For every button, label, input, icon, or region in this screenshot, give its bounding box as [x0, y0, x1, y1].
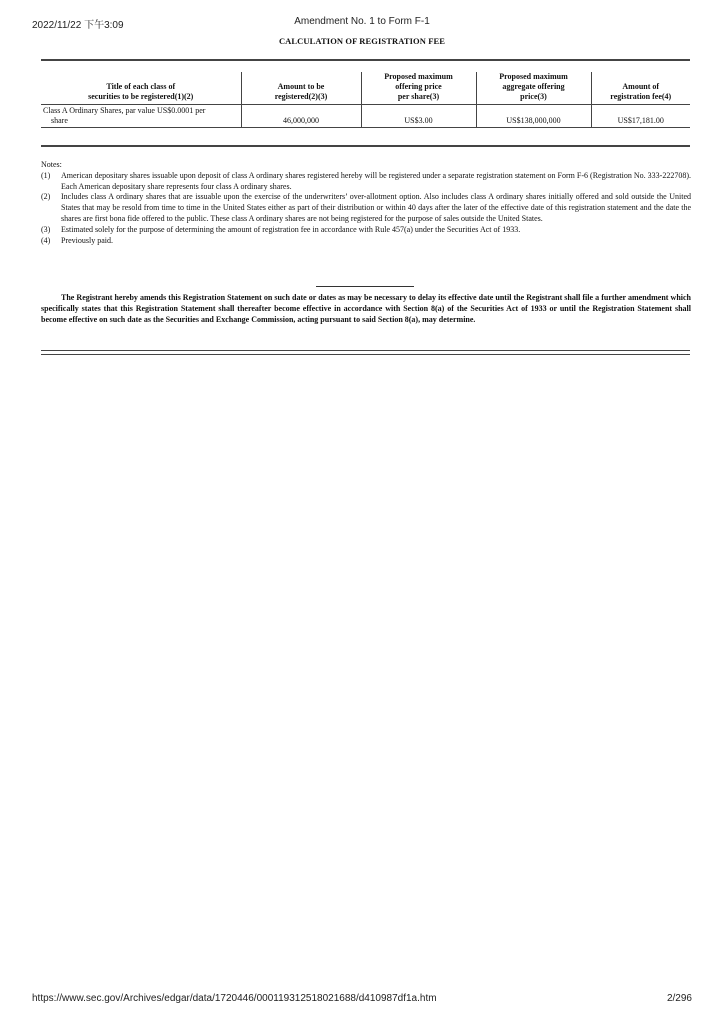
registration-fee-table	[41, 72, 690, 128]
note-mark: (4)	[41, 235, 51, 245]
header-aggregate-line1: Proposed maximum	[499, 72, 568, 81]
header-offering-line1: Proposed maximum	[384, 72, 453, 81]
table-bottom-rule	[41, 145, 690, 147]
cell-class-title-line2: share	[51, 116, 68, 125]
note-mark: (1)	[41, 170, 51, 180]
header-amount-line1: Amount to be	[277, 82, 325, 91]
note-text: American depositary shares issuable upon deposit of class A ordinary shares registered hereby will be registered under a separate registration statement on Form F-6 (Registration No. 333-222708). Each American depositary share represents four class A ordinary shares.	[61, 170, 691, 191]
registrant-statement: The Registrant hereby amends this Registration Statement on such date or dates as may be necessary to delay its effective date until the Registrant shall file a further amendment which specifically states that this Registration Statement shall thereafter become effective in accordance with Section 8(a) of the Securities Act of 1933 or until the Registration Statement shall become effective on such date as the Securities and Exchange Commission, acting pursuant to said Section 8(a), may determine.	[41, 293, 691, 324]
cell-aggregate-price: US$138,000,000	[476, 105, 591, 128]
header-title-of-class	[41, 72, 241, 105]
cell-amount: 46,000,000	[241, 105, 361, 128]
note-item	[41, 225, 691, 236]
header-amount-registered	[241, 72, 361, 105]
note-text: Estimated solely for the purpose of determining the amount of registration fee in accordance with Rule 457(a) under the Securities Act of 1933.	[61, 224, 521, 234]
print-doc-name: Amendment No. 1 to Form F-1	[294, 16, 430, 27]
page-title: CALCULATION OF REGISTRATION FEE	[278, 36, 446, 46]
header-registration-fee	[591, 72, 690, 105]
print-timestamp: 2022/11/22 下午3:09	[32, 20, 124, 31]
note-item	[41, 192, 691, 224]
header-offering-line3: per share(3)	[397, 92, 440, 101]
note-item	[41, 171, 691, 193]
header-title-line2: securities to be registered(1)(2)	[88, 92, 194, 101]
separator-rule	[316, 286, 414, 287]
cell-registration-fee: US$17,181.00	[591, 105, 690, 128]
cell-class-title-line1: Class A Ordinary Shares, par value US$0.0001 per	[43, 106, 206, 115]
header-fee-line1: Amount of	[622, 82, 660, 91]
header-fee-line2: registration fee(4)	[610, 92, 672, 101]
table-row	[41, 105, 690, 128]
header-aggregate-line3: price(3)	[520, 92, 547, 101]
table-header-row	[41, 72, 690, 105]
page-number: 2/296	[666, 993, 692, 1004]
notes-label: Notes:	[41, 160, 62, 169]
end-rule-upper	[41, 350, 690, 351]
note-item	[41, 236, 691, 247]
header-offering-price	[361, 72, 476, 105]
header-aggregate-price	[476, 72, 591, 105]
cell-offering-price: US$3.00	[361, 105, 476, 128]
footer-url: https://www.sec.gov/Archives/edgar/data/1720446/000119312518021688/d410987df1a.htm	[32, 993, 437, 1004]
note-mark: (3)	[41, 224, 51, 234]
header-amount-line2: registered(2)(3)	[274, 92, 328, 101]
header-offering-line2: offering price	[395, 82, 442, 91]
header-title-line1: Title of each class of	[106, 82, 176, 91]
note-mark: (2)	[41, 192, 51, 202]
end-rule-lower	[41, 354, 690, 355]
note-text: Previously paid.	[61, 235, 113, 245]
notes-section	[41, 160, 691, 246]
top-rule	[41, 59, 690, 61]
note-text: Includes class A ordinary shares that are issuable upon the exercise of the underwriters’ over-allotment option. Also includes class A ordinary shares initially offered and sold outside the United States that may be resold from time to time in the United States either as part of their distribution or within 40 days after the later of the effective date of this registration statement and the date the shares are first bona fide offered to the public. These class A ordinary shares are not being registered for the purpose of sales outside the United States.	[61, 192, 691, 223]
cell-class-title	[41, 105, 241, 128]
header-aggregate-line2: aggregate offering	[502, 82, 565, 91]
